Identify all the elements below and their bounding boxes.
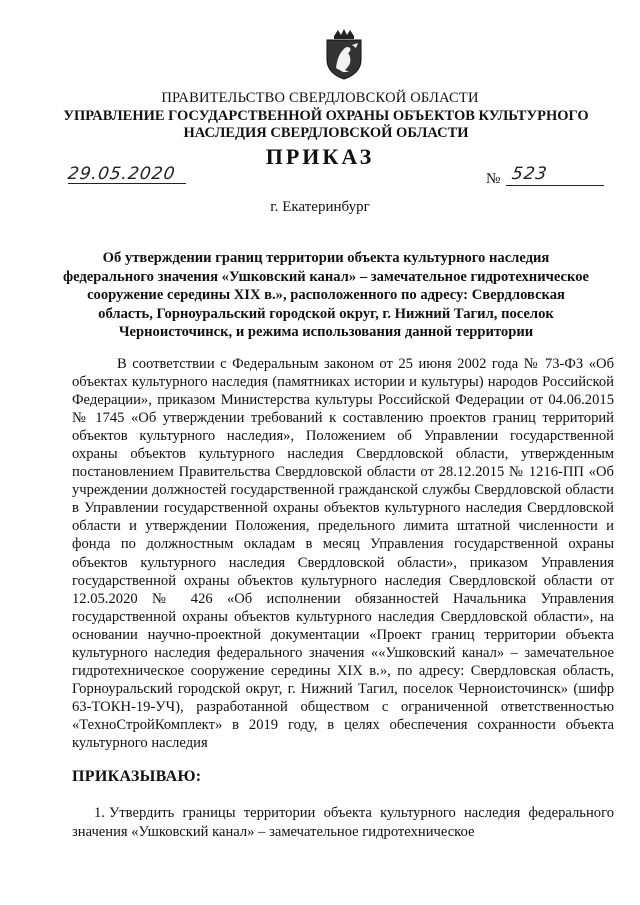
order-date: 29.05.2020	[66, 164, 177, 184]
preamble-paragraph: В соответствии с Федеральным законом от 25 июня 2002 года № 73-ФЗ «Об объектах культурного наследия (памятниках истории и культуры) народов Российской Федерации», приказом Министерства культуры Российской Федерации от 04.06.2015 № 1745 «Об утверждении требований к составлению проектов границ территорий объектов культурного наследия», Положением об Управлении государственной охраны объектов культурного наследия Свердловской области, утвержденным постановлением Правительства Свердловской области от 28.12.2015 № 1216-ПП «Об учреждении должностей государственной гражданской службы Свердловской области в Управлении государственной охраны объектов культурного наследия Свердловской области и утверждении Положения, предельного лимита штатной численности и фонда по должностным окладам в месяц Управления государственной охраны объектов культурного наследия Свердловской области», приказом Управления государственной охраны объектов культурного наследия Свердловской области от 12.05.2020 № 426 «Об исполнении обязанностей Начальника Управления государственной охраны объектов культурного наследия Свердловской области», на основании научно-проектной документации «Проект границ территории объекта культурного наследия федерального значения ««Ушковский канал» – замечательное гидротехническое сооружение середины XIX в.», по адресу: Свердловская область, Горноуральский городской округ, г. Нижний Тагил, поселок Черноисточинск» (шифр 63-ТОКН-19-УЧ), разработанной обществом с ограниченной ответственностью «ТехноСтройКомплект» в 2019 году, в целях обеспечения сохранности объекта культурного наследия	[72, 356, 614, 751]
order-item	[72, 804, 614, 842]
number-underline	[506, 185, 604, 186]
order-item-number: 1.	[94, 805, 105, 821]
order-number-label: №	[486, 171, 501, 187]
decree-heading: ПРИКАЗЫВАЮ:	[72, 768, 202, 785]
department-name: УПРАВЛЕНИЕ ГОСУДАРСТВЕННОЙ ОХРАНЫ ОБЪЕКТОВ КУЛЬТУРНОГО НАСЛЕДИЯ СВЕРДЛОВСКОЙ ОБЛАСТИ	[63, 108, 589, 141]
order-subject: Об утверждении границ территории объекта культурного наследия федерального значения «Ушковский канал» – замечательное гидротехническое сооружение середины XIX в.», расположенного по адресу: Свердловская область, Горноуральский городской округ, г. Нижний Тагил, поселок Черноисточинск, и режима использования данной территории	[63, 250, 589, 341]
issue-city: г. Екатеринбург	[270, 199, 370, 215]
order-item-text: Утвердить границы территории объекта культурного наследия федерального значения «Ушковский канал» – замечательное гидротехническое	[72, 805, 614, 840]
order-number: 523	[510, 164, 549, 184]
government-name: ПРАВИТЕЛЬСТВО СВЕРДЛОВСКОЙ ОБЛАСТИ	[161, 90, 479, 106]
date-underline	[68, 183, 186, 184]
document-type-title: ПРИКАЗ	[265, 144, 375, 169]
sverdlovsk-coat-of-arms-icon	[323, 28, 365, 80]
